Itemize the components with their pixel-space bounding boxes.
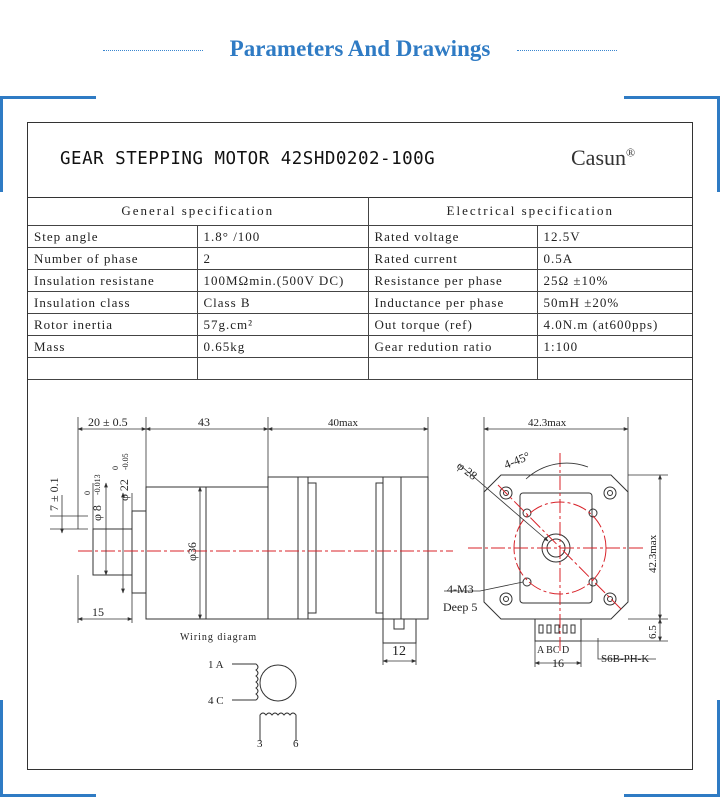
table-row [28, 292, 692, 314]
mount-hole [608, 491, 613, 496]
side-view-labels [47, 415, 406, 659]
dim-label: 42.3max [528, 417, 567, 429]
electrical-label: Gear redution ratio [368, 336, 537, 358]
general-label: Insulation class [28, 292, 197, 314]
dim-label: φ36 [185, 542, 199, 561]
spec-table [28, 197, 692, 380]
table-row-empty [28, 358, 692, 380]
electrical-value: 12.5V [537, 226, 692, 248]
general-value: 100MΩmin.(500V DC) [197, 270, 368, 292]
general-value: Class B [197, 292, 368, 314]
general-label: Rotor inertia [28, 314, 197, 336]
general-label: Number of phase [28, 248, 197, 270]
motor-body [268, 477, 428, 619]
front-view-dimensions [444, 417, 668, 667]
dim-label: 15 [92, 605, 104, 619]
mount-hole [504, 597, 509, 602]
electrical-value: 25Ω ±10% [537, 270, 692, 292]
general-value: 0.65kg [197, 336, 368, 358]
shaft-outline [93, 529, 132, 575]
dim-label: 4-45° [501, 448, 532, 472]
page-title: Parameters And Drawings [229, 36, 491, 61]
dim-label: φ 28 [454, 458, 481, 483]
mount-hole [604, 487, 616, 499]
dim-label: φ 8 [90, 505, 104, 521]
wire-label: 4 C [208, 695, 224, 707]
general-spec-heading: General specification [28, 197, 368, 226]
table-row [28, 314, 692, 336]
motor-groove-left [308, 483, 316, 613]
dim-label: 12 [392, 644, 406, 659]
sheet-header [28, 123, 692, 198]
frame-corner-tl-v [0, 96, 3, 192]
electrical-value: 4.0N.m (at600pps) [537, 314, 692, 336]
side-view [93, 477, 428, 643]
technical-drawing [28, 383, 692, 769]
dim-tolerance: 0 [111, 466, 120, 470]
wiring-labels [180, 632, 299, 750]
general-value: 57g.cm² [197, 314, 368, 336]
dim-label: 16 [552, 656, 564, 670]
connector-model: S6B-PH-K [601, 653, 650, 665]
wiring-title: Wiring diagram [180, 632, 258, 643]
general-label: Step angle [28, 226, 197, 248]
coil-3-6 [260, 713, 296, 741]
motor-groove-right [376, 483, 383, 613]
empty-cell [197, 358, 368, 380]
dim-label: 7 ± 0.1 [47, 477, 61, 511]
electrical-value: 1:100 [537, 336, 692, 358]
side-view-dimensions [50, 417, 428, 665]
table-row [28, 248, 692, 270]
general-label: Insulation resistane [28, 270, 197, 292]
dim-label: 42.3max [647, 534, 659, 573]
mount-hole [500, 593, 512, 605]
wiring-diagram [232, 664, 296, 741]
table-row [28, 226, 692, 248]
dim-tolerance: 0 [83, 491, 92, 495]
rear-connector [535, 619, 581, 641]
electrical-label: Resistance per phase [368, 270, 537, 292]
general-value: 1.8° /100 [197, 226, 368, 248]
header-line-right [517, 50, 617, 51]
brand-logo [571, 145, 635, 171]
dim-label: Deep 5 [443, 600, 478, 614]
general-value: 2 [197, 248, 368, 270]
empty-cell [368, 358, 537, 380]
table-row [28, 270, 692, 292]
dim-tolerance: -0.013 [93, 474, 102, 495]
registered-mark: ® [626, 145, 636, 160]
wire-label: 6 [293, 738, 299, 750]
electrical-label: Rated voltage [368, 226, 537, 248]
connector-tab [394, 619, 404, 629]
empty-cell [537, 358, 692, 380]
coil-a-c [232, 664, 258, 700]
table-row [28, 336, 692, 358]
m3-hole [523, 578, 531, 586]
mount-hole [604, 593, 616, 605]
dim-label: 40max [328, 417, 358, 429]
connector-pin-labels: A BC D [537, 645, 570, 656]
frame-corner-tr-h [624, 96, 720, 99]
electrical-label: Out torque (ref) [368, 314, 537, 336]
dim-tolerance: -0.05 [121, 453, 130, 470]
m3-hole [589, 578, 597, 586]
electrical-label: Inductance per phase [368, 292, 537, 314]
electrical-spec-heading: Electrical specification [368, 197, 692, 226]
wire-label: 3 [257, 738, 263, 750]
electrical-value: 50mH ±20% [537, 292, 692, 314]
empty-cell [28, 358, 197, 380]
motor-symbol-circle [260, 665, 296, 701]
dim-label: 20 ± 0.5 [88, 415, 128, 429]
electrical-label: Rated current [368, 248, 537, 270]
frame-corner-tl-h [0, 96, 96, 99]
dim-label: 4-M3 [447, 582, 474, 596]
brand-name: Casun [571, 145, 626, 170]
dim-label: 6.5 [647, 625, 659, 639]
dim-label: φ 22 [117, 479, 131, 501]
electrical-value: 0.5A [537, 248, 692, 270]
gearbox-body [146, 487, 268, 619]
wire-label: 1 A [208, 659, 224, 671]
front-view-centerlines [468, 453, 643, 653]
connector-body [383, 619, 416, 643]
dim-label: 43 [198, 415, 210, 429]
connector-pins-outline [539, 625, 575, 633]
motor-title: GEAR STEPPING MOTOR 42SHD0202-100G [60, 149, 436, 169]
front-view [484, 475, 628, 641]
general-label: Mass [28, 336, 197, 358]
frame-corner-bl-v [0, 700, 3, 797]
shaft-shoulder [132, 511, 146, 593]
